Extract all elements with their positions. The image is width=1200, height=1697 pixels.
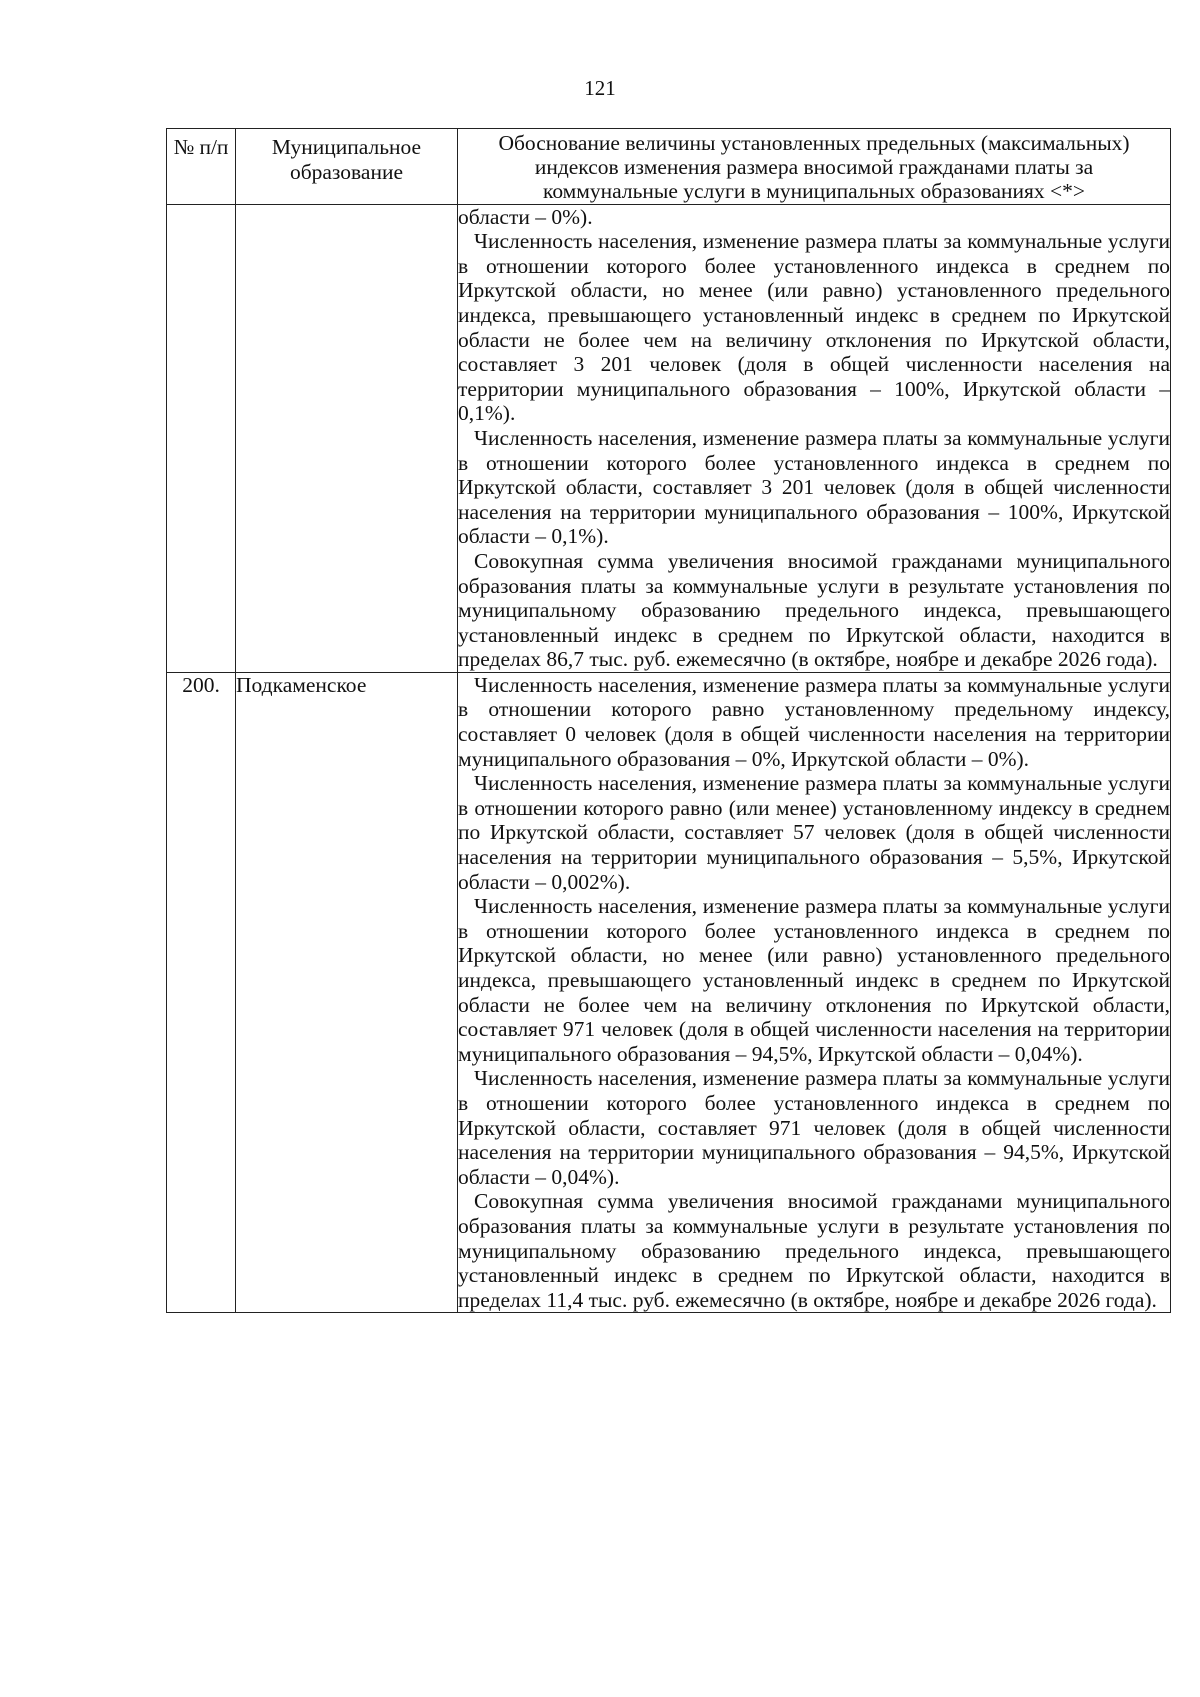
header-municipality: Муниципальное образование: [236, 129, 458, 205]
index-justification-table: [166, 128, 1171, 1313]
header-number: № п/п: [167, 129, 236, 205]
paragraph: Совокупная сумма увеличения вносимой гражданами муниципального образования платы за коммунальные услуги в результате установления по муниципальному образованию предельного индекса, превышающего установленный индекс в среднем по Иркутской области, находится в пределах 11,4 тыс. руб. ежемесячно (в октябре, ноябре и декабре 2026 года).: [458, 1189, 1170, 1312]
paragraph: Численность населения, изменение размера платы за коммунальные услуги в отношении которого более установленного индекса в среднем по Иркутской области, составляет 3 201 человек (доля в общей численности населения на территории муниципального образования – 100%, Иркутской области – 0,1%).: [458, 425, 1170, 549]
paragraph: Численность населения, изменение размера платы за коммунальные услуги в отношении которого более установленного индекса в среднем по Иркутской области, составляет 971 человек (доля в общей численности населения на территории муниципального образования – 94,5%, Иркутской области – 0,04%).: [458, 1066, 1170, 1189]
table-row: [167, 204, 1171, 672]
paragraph: Численность населения, изменение размера платы за коммунальные услуги в отношении которого равно установленному предельному индексу, составляет 0 человек (доля в общей численности населения на территории муниципального образования – 0%, Иркутской области – 0%).: [458, 672, 1170, 771]
row-justification: [458, 204, 1171, 672]
paragraph: Численность населения, изменение размера платы за коммунальные услуги в отношении которого более установленного индекса в среднем по Иркутской области, но менее (или равно) установленного предельного индекса, превышающего установленный индекс в среднем по Иркутской области не более чем на величину отклонения по Иркутской области, составляет 3 201 человек (доля в общей численности населения на территории муниципального образования – 100%, Иркутской области – 0,1%).: [458, 229, 1170, 426]
row-number: 200.: [167, 672, 236, 1312]
row-number: [167, 204, 236, 672]
table-row: [167, 672, 1171, 1312]
table-header-row: [167, 129, 1171, 205]
row-municipality: [236, 204, 458, 672]
row-municipality: Подкаменское: [236, 672, 458, 1312]
row-justification: [458, 672, 1171, 1312]
paragraph: Численность населения, изменение размера платы за коммунальные услуги в отношении которого более установленного индекса в среднем по Иркутской области, но менее (или равно) установленного предельного индекса, превышающего установленный индекс в среднем по Иркутской области не более чем на величину отклонения по Иркутской области, составляет 971 человек (доля в общей численности населения на территории муниципального образования – 94,5%, Иркутской области – 0,04%).: [458, 894, 1170, 1066]
paragraph: области – 0%).: [458, 204, 593, 229]
paragraph: Совокупная сумма увеличения вносимой гражданами муниципального образования платы за коммунальные услуги в результате установления по муниципальному образованию предельного индекса, превышающего установленный индекс в среднем по Иркутской области, находится в пределах 86,7 тыс. руб. ежемесячно (в октябре, ноябре и декабре 2026 года).: [458, 548, 1170, 672]
header-justification: Обоснование величины установленных предельных (максимальных) индексов изменения размера вносимой гражданами платы за коммунальные услуги в муниципальных образованиях <*>: [458, 129, 1171, 205]
paragraph: Численность населения, изменение размера платы за коммунальные услуги в отношении которого равно (или менее) установленному индексу в среднем по Иркутской области, составляет 57 человек (доля в общей численности населения на территории муниципального образования – 5,5%, Иркутской области – 0,002%).: [458, 771, 1170, 894]
page-number: 121: [584, 76, 616, 100]
